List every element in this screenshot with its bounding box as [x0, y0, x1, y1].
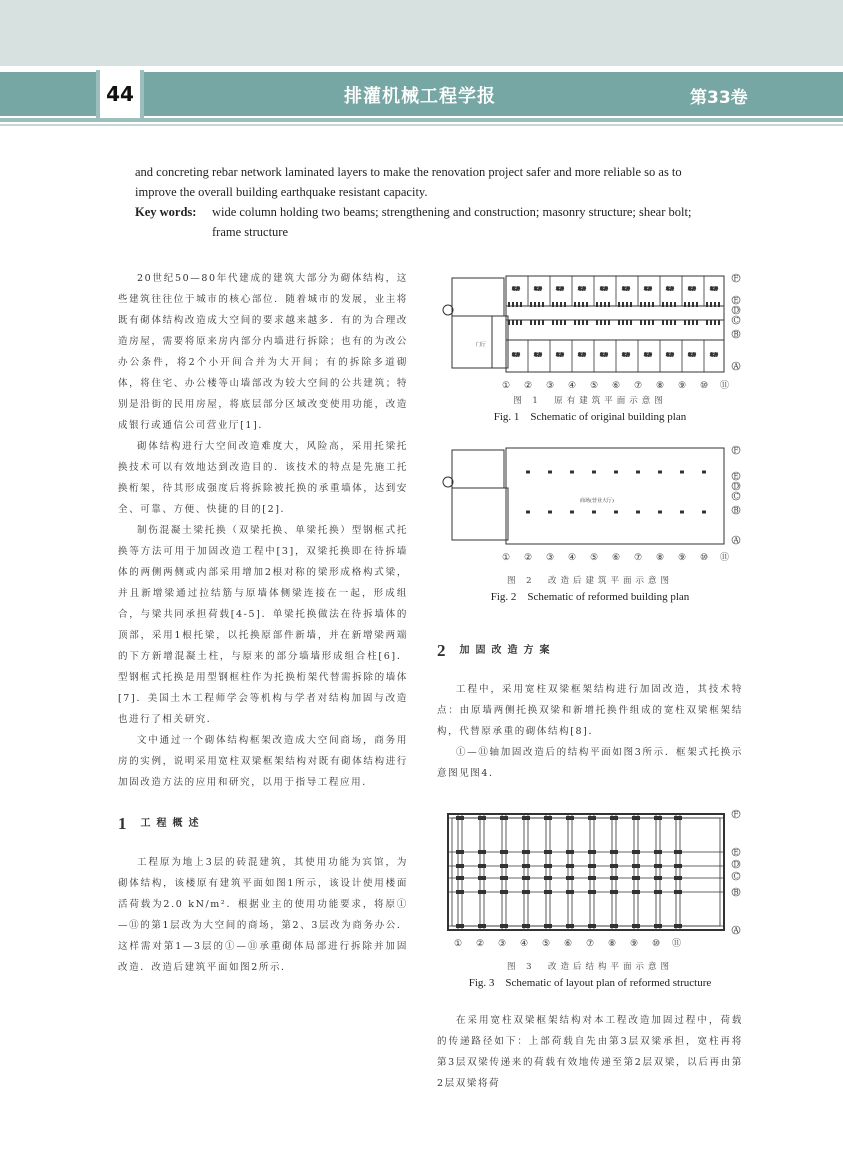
figure-2-plan	[440, 440, 750, 568]
wide-column-mark	[522, 924, 530, 928]
wide-column-mark	[588, 876, 596, 880]
left-column	[118, 268, 408, 978]
room-label: 客房	[622, 286, 630, 291]
wide-column-mark	[588, 864, 596, 868]
axis-letter-label: B	[733, 888, 739, 897]
wide-column-mark	[632, 850, 640, 854]
wide-column-mark	[456, 864, 464, 868]
figure-3-structure	[440, 808, 750, 948]
section-1-heading	[118, 813, 408, 834]
wide-column-mark	[456, 890, 464, 894]
column-mark	[680, 471, 684, 474]
wide-column-mark	[654, 816, 662, 820]
room-label: 客房	[688, 286, 696, 291]
header-stripe	[0, 118, 843, 122]
room-label: 客房	[578, 352, 586, 357]
wide-column-mark	[478, 864, 486, 868]
axis-letter-label: C	[733, 492, 739, 501]
section-1-number: 1	[118, 814, 127, 833]
intro-paragraph-2: 砌体结构进行大空间改造难度大，风险高，采用托梁托换技术可以有效地达到改造目的．该技术的特点是先施工托换桁架，待其形成强度后将拆除被托换的承重墙体，达到安全、可靠、方便、快捷的目的[2]．	[118, 441, 408, 515]
section-2-number: 2	[437, 641, 446, 660]
wide-column-mark	[674, 876, 682, 880]
axis-letter-label: E	[733, 848, 739, 857]
wide-column-mark	[544, 876, 552, 880]
axis-number-label: ⑨	[678, 381, 687, 391]
room-label: 客房	[710, 352, 718, 357]
wide-column-mark	[632, 890, 640, 894]
room-label: 客房	[644, 286, 652, 291]
keywords-line	[135, 202, 715, 242]
section-2-block	[437, 620, 743, 784]
axis-number-label: ④	[520, 939, 529, 948]
room-label: 客房	[512, 286, 520, 291]
column-mark	[658, 471, 662, 474]
figure-1-lobby-label: 门厅	[476, 342, 487, 348]
keywords-label: Key words:	[135, 205, 197, 219]
page-number: 44	[106, 82, 134, 106]
axis-letter-label: A	[733, 536, 739, 545]
figure-1-caption-en: Fig. 1 Schematic of original building plan	[493, 411, 687, 423]
abstract-text: and concreting rebar network laminated layers to make the renovation project safer and more reliable so as to improve the overall building earthquake resistant capacity.	[135, 165, 682, 199]
wide-column-mark	[500, 876, 508, 880]
axis-number-label: ⑧	[656, 553, 665, 563]
axis-number-label: ③	[498, 939, 507, 948]
axis-letter-label: C	[733, 316, 739, 325]
wide-column-mark	[566, 864, 574, 868]
wide-column-mark	[522, 864, 530, 868]
wide-column-mark	[588, 816, 596, 820]
intro-paragraph-1: 20世纪50—80年代建成的建筑大部分为砌体结构，这些建筑往往位于城市的核心部位．随着城市的发展，业主将既有砌体结构改造成大空间的要求越来越多．有的为合理改造房屋，需要将原来房内部分内墙进行拆除；也有的为改公办公条件，将2个小开间合并为大开间；有的拆除多道砌体，将住宅、办公楼等山墙部改为较大空间的公共建筑；特别是沿街的民用房屋，将底层部分区域改变使用功能，改造成银行或通信公司营业厅[1]．	[118, 273, 408, 431]
wide-column-mark	[674, 890, 682, 894]
column-mark	[636, 471, 640, 474]
wide-column-mark	[500, 864, 508, 868]
wide-column-mark	[544, 864, 552, 868]
axis-number-label: ⑦	[634, 553, 643, 563]
axis-letter-label: D	[733, 482, 740, 491]
axis-number-label: ⑧	[608, 939, 617, 948]
section-1-paragraph: 工程原为地上3层的砖混建筑，其使用功能为宾馆，为砌体结构，该楼原有建筑平面如图1所示，该设计使用楼面活荷载为2.0 kN/m²．根据业主的使用功能要求，将原①—⑪的第1层改为大空间的商场，第2、3层改为商务办公．这样需对第1—3层的①—⑪承重砌体局部进行拆除并加固改造．改造后建筑平面如图2所示．	[118, 857, 408, 973]
room-label: 客房	[578, 286, 586, 291]
wide-column-mark	[456, 924, 464, 928]
column-mark	[636, 511, 640, 514]
section-1-title: 工程概述	[140, 818, 205, 829]
wide-column-mark	[632, 924, 640, 928]
axis-number-label: ⑦	[586, 939, 595, 948]
column-mark	[614, 511, 618, 514]
wide-column-mark	[544, 850, 552, 854]
wide-column-mark	[588, 850, 596, 854]
section-2-title: 加固改造方案	[459, 645, 556, 656]
column-mark	[702, 471, 706, 474]
wide-column-mark	[588, 924, 596, 928]
axis-number-label: ⑤	[590, 381, 599, 391]
figure-3-caption-cn: 图 3 改造后结构平面示意图	[506, 962, 674, 972]
axis-letter-label: E	[733, 472, 739, 481]
wide-column-mark	[588, 890, 596, 894]
axis-number-label: ④	[568, 381, 577, 391]
wide-column-mark	[632, 816, 640, 820]
wide-column-mark	[632, 876, 640, 880]
room-label: 客房	[534, 286, 542, 291]
room-label: 客房	[512, 352, 520, 357]
axis-letter-label: B	[733, 506, 739, 515]
wide-column-mark	[500, 890, 508, 894]
axis-letter-label: B	[733, 330, 739, 339]
section-2-paragraph-1: 工程中，采用宽柱双梁框架结构进行加固改造，其技术特点：由原墙两侧托换双梁和新增托换件组成的宽柱双梁框架结构，代替原承重的砌体结构[8]．	[437, 684, 743, 737]
figure-2-caption-en: Fig. 2 Schematic of reformed building plan	[490, 591, 690, 603]
axis-number-label: ⑪	[720, 381, 730, 391]
section-2-paragraph-2: ①—⑪轴加固改造后的结构平面如图3所示．框架式托换示意图见图4．	[437, 747, 743, 779]
wide-column-mark	[566, 890, 574, 894]
figure-1-caption-cn: 图 1 原有建筑平面示意图	[513, 396, 667, 406]
axis-letter-label: E	[733, 296, 739, 305]
axis-number-label: ①	[502, 381, 511, 391]
header-stripe-thin	[0, 124, 843, 126]
wide-column-mark	[566, 816, 574, 820]
axis-number-label: ⑥	[612, 553, 621, 563]
journal-title: 排灌机械工程学报	[344, 86, 496, 107]
axis-number-label: ②	[524, 381, 533, 391]
axis-number-label: ⑧	[656, 381, 665, 391]
room-label: 客房	[556, 352, 564, 357]
axis-number-label: ①	[502, 553, 511, 563]
axis-number-label: ⑨	[678, 553, 687, 563]
figure-1-plan	[440, 268, 750, 396]
wide-column-mark	[654, 924, 662, 928]
room-label: 客房	[622, 352, 630, 357]
keywords-text: wide column holding two beams; strengthening and construction; masonry structure; shear bolt; frame structure	[212, 205, 692, 239]
wide-column-mark	[500, 816, 508, 820]
intro-paragraph-3: 制伤混凝土梁托换（双梁托换、单梁托换）型钢框式托换等方法可用于加固改造工程中[3]，双梁托换即在待拆墙体的两侧两侧或内部采用增加2根对称的梁形成格构式梁，并且新增梁通过拉结筋与原墙体侧梁连接在一起，形成组合，与梁共同承担荷载[4-5]．单梁托换做法在待拆墙体的顶部，采用1根托梁，以托换原部件新墙，并在新增梁两端的下方新增混凝土柱，与原来的部分墙墙形成组合柱[6]．型钢框式托换是用型钢框柱作为托换桁架代替需拆除的墙体[7]．美国土木工程师学会等机构与学者对结构加固与改造也进行了相关研究．	[118, 525, 408, 725]
room-label: 客房	[600, 352, 608, 357]
axis-number-label: ⑦	[634, 381, 643, 391]
wide-column-mark	[654, 864, 662, 868]
intro-paragraph-4: 文中通过一个砌体结构框架改造成大空间商场，商务用房的实例，说明采用宽柱双梁框架结构对既有砌体结构进行加固改造方法的应用和研究，以用于指导工程应用．	[118, 735, 408, 788]
wide-column-mark	[610, 850, 618, 854]
wide-column-mark	[610, 876, 618, 880]
column-mark	[526, 471, 530, 474]
wide-column-mark	[456, 876, 464, 880]
axis-number-label: ⑥	[612, 381, 621, 391]
wide-column-mark	[610, 924, 618, 928]
column-mark	[548, 511, 552, 514]
axis-number-label: ⑤	[590, 553, 599, 563]
room-label: 客房	[644, 352, 652, 357]
axis-letter-label: D	[733, 306, 740, 315]
wide-column-mark	[478, 876, 486, 880]
column-mark	[658, 511, 662, 514]
wide-column-mark	[674, 816, 682, 820]
wide-column-mark	[478, 924, 486, 928]
wide-column-mark	[566, 876, 574, 880]
axis-number-label: ⑩	[700, 381, 709, 391]
page-number-box	[96, 70, 144, 118]
column-mark	[570, 471, 574, 474]
axis-number-label: ⑨	[630, 939, 639, 948]
room-label: 客房	[666, 286, 674, 291]
axis-letter-label: A	[733, 362, 739, 371]
wide-column-mark	[674, 850, 682, 854]
axis-number-label: ③	[546, 381, 555, 391]
room-label: 客房	[600, 286, 608, 291]
axis-number-label: ②	[524, 553, 533, 563]
room-label: 客房	[556, 286, 564, 291]
wide-column-mark	[654, 890, 662, 894]
column-mark	[526, 511, 530, 514]
wide-column-mark	[456, 850, 464, 854]
column-mark	[548, 471, 552, 474]
section-2-paragraph-3: 在采用宽柱双梁框架结构对本工程改造加固过程中，荷载的传递路径如下：上部荷载自先由第3层双梁承担，宽柱再将第3层双梁传递来的荷载有效地传递至第2层双梁，以后再由第2层双梁将荷	[437, 1015, 743, 1089]
wide-column-mark	[478, 850, 486, 854]
column-mark	[570, 511, 574, 514]
section-2-heading	[437, 640, 743, 661]
wide-column-mark	[478, 890, 486, 894]
wide-column-mark	[674, 924, 682, 928]
wide-column-mark	[654, 850, 662, 854]
volume-label: 第33卷	[690, 88, 748, 108]
wide-column-mark	[632, 864, 640, 868]
axis-number-label: ⑤	[542, 939, 551, 948]
wide-column-mark	[500, 924, 508, 928]
column-mark	[614, 471, 618, 474]
room-label: 客房	[666, 352, 674, 357]
axis-number-label: ⑪	[672, 939, 682, 948]
wide-column-mark	[522, 816, 530, 820]
wide-column-mark	[478, 816, 486, 820]
figure-1	[440, 268, 750, 423]
axis-number-label: ⑩	[652, 939, 661, 948]
axis-letter-label: D	[733, 860, 740, 869]
wide-column-mark	[522, 850, 530, 854]
figure-3-caption-en: Fig. 3 Schematic of layout plan of reformed structure	[468, 977, 712, 989]
axis-letter-label: C	[733, 872, 739, 881]
axis-number-label: ④	[568, 553, 577, 563]
axis-number-label: ⑩	[700, 553, 709, 563]
axis-letter-label: F	[733, 446, 739, 455]
figure-3	[440, 808, 750, 989]
wide-column-mark	[674, 864, 682, 868]
room-label: 客房	[710, 286, 718, 291]
column-mark	[702, 511, 706, 514]
column-mark	[592, 511, 596, 514]
figure-2	[440, 440, 750, 603]
column-mark	[592, 471, 596, 474]
wide-column-mark	[610, 864, 618, 868]
wide-column-mark	[522, 876, 530, 880]
wide-column-mark	[544, 890, 552, 894]
wide-column-mark	[610, 816, 618, 820]
wide-column-mark	[456, 816, 464, 820]
axis-number-label: ⑥	[564, 939, 573, 948]
axis-letter-label: F	[733, 274, 739, 283]
wide-column-mark	[566, 850, 574, 854]
column-mark	[680, 511, 684, 514]
wide-column-mark	[500, 850, 508, 854]
axis-number-label: ③	[546, 553, 555, 563]
axis-letter-label: F	[733, 810, 739, 819]
wide-column-mark	[544, 816, 552, 820]
room-label: 客房	[534, 352, 542, 357]
figure-2-caption-cn: 图 2 改造后建筑平面示意图	[506, 576, 674, 586]
room-label: 客房	[688, 352, 696, 357]
header-top-band	[0, 0, 843, 66]
axis-number-label: ②	[476, 939, 485, 948]
wide-column-mark	[566, 924, 574, 928]
figure-2-hall-label: 商场(营业大厅)	[580, 498, 614, 504]
section-2-continued	[437, 1010, 743, 1094]
axis-number-label: ①	[454, 939, 463, 948]
abstract-block	[135, 162, 715, 242]
axis-number-label: ⑪	[720, 553, 730, 563]
wide-column-mark	[654, 876, 662, 880]
axis-letter-label: A	[733, 926, 739, 935]
wide-column-mark	[544, 924, 552, 928]
wide-column-mark	[522, 890, 530, 894]
wide-column-mark	[610, 890, 618, 894]
